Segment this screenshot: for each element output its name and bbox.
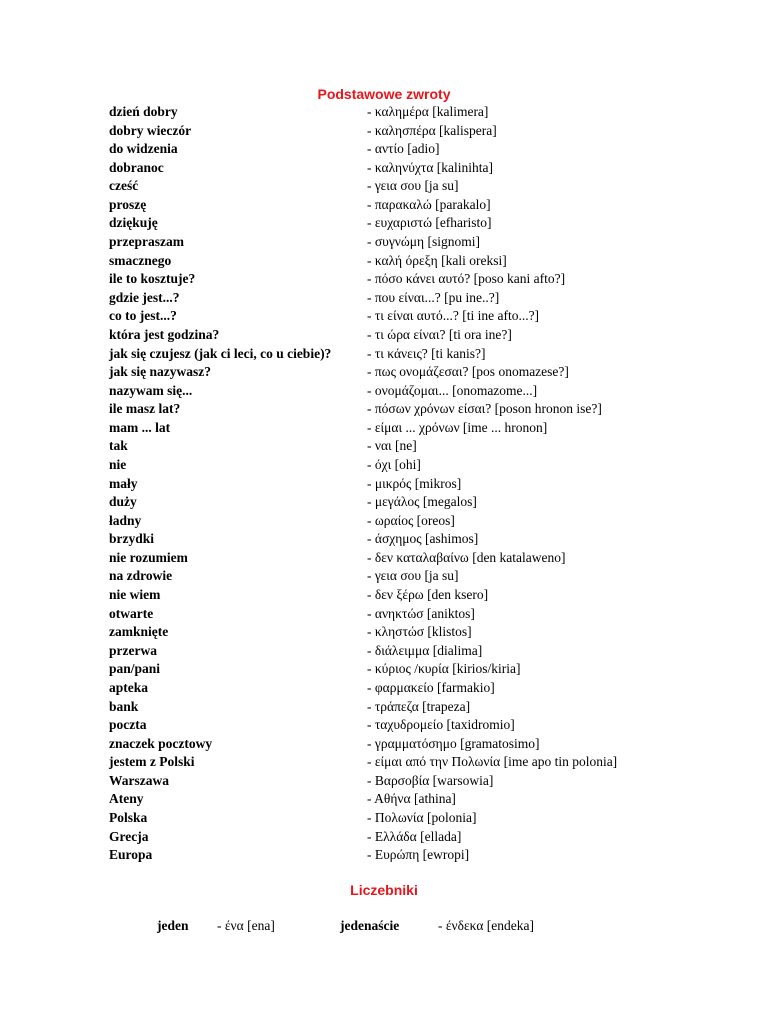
phrase-polish: dobry wieczór bbox=[109, 122, 192, 138]
numeral-polish: jedenaście bbox=[340, 918, 400, 933]
phrase-polish: ładny bbox=[109, 512, 142, 528]
phrase-greek: - είμαι ... χρόνων [ime ... hronon] bbox=[367, 419, 548, 435]
phrase-row bbox=[109, 530, 709, 549]
phrase-polish: znaczek pocztowy bbox=[109, 735, 213, 751]
phrase-greek: - άσχημος [ashimos] bbox=[367, 531, 479, 547]
phrase-row bbox=[109, 586, 709, 605]
numeral-greek: - ένδεκα [endeka] bbox=[438, 918, 535, 933]
phrase-row bbox=[109, 177, 709, 196]
phrase-greek: - πόσο κάνει αυτό? [poso kani afto?] bbox=[367, 271, 566, 287]
phrase-row bbox=[109, 382, 709, 401]
phrase-polish: jestem z Polski bbox=[109, 754, 195, 770]
phrase-polish: ile masz lat? bbox=[109, 401, 181, 417]
phrase-row bbox=[109, 809, 709, 828]
phrase-row bbox=[109, 716, 709, 735]
phrase-polish: bank bbox=[109, 698, 139, 714]
phrase-greek: - διάλειμμα [dialima] bbox=[367, 642, 483, 658]
phrase-row bbox=[109, 642, 709, 661]
phrase-polish: dobranoc bbox=[109, 159, 164, 175]
phrase-row bbox=[109, 252, 709, 271]
phrase-greek: - ανηκτώσ [aniktos] bbox=[367, 605, 475, 621]
phrase-polish: duży bbox=[109, 494, 137, 510]
phrase-polish: dzień dobry bbox=[109, 104, 178, 119]
phrase-polish: mały bbox=[109, 475, 138, 491]
phrase-polish: proszę bbox=[109, 196, 147, 212]
section-title-basic-phrases: Podstawowe zwroty bbox=[317, 86, 451, 102]
phrase-row bbox=[109, 307, 709, 326]
phrase-greek: - ναι [ne] bbox=[367, 438, 417, 454]
phrase-row bbox=[109, 567, 709, 586]
phrase-row bbox=[109, 660, 709, 679]
phrase-row bbox=[109, 419, 709, 438]
numeral-polish: jeden bbox=[157, 918, 189, 933]
phrase-greek: - καλησπέρα [kalispera] bbox=[367, 122, 497, 138]
phrase-polish: do widzenia bbox=[109, 141, 178, 157]
phrase-row bbox=[109, 159, 709, 178]
phrase-greek: - που είναι...? [pu ine..?] bbox=[367, 289, 500, 305]
phrase-polish: gdzie jest...? bbox=[109, 289, 180, 305]
phrase-row bbox=[109, 605, 709, 624]
phrase-row bbox=[109, 363, 709, 382]
phrase-row bbox=[109, 437, 709, 456]
phrase-row bbox=[109, 103, 709, 122]
phrase-greek: - φαρμακείο [farmakio] bbox=[367, 679, 495, 695]
phrase-greek: - Πολωνία [polonia] bbox=[367, 809, 477, 825]
phrase-row bbox=[109, 456, 709, 475]
phrase-polish: przepraszam bbox=[109, 234, 184, 250]
phrase-greek: - καληνύχτα [kalinihta] bbox=[367, 159, 493, 175]
phrase-greek: - όχι [ohi] bbox=[367, 456, 421, 472]
phrase-greek: - πως ονομάζεσαι? [pos onomazese?] bbox=[367, 364, 569, 380]
phrase-greek: - ωραίος [oreos] bbox=[367, 512, 455, 528]
phrase-polish: Ateny bbox=[109, 791, 144, 807]
phrase-row bbox=[109, 196, 709, 215]
phrase-greek: - καλημέρα [kalimera] bbox=[367, 104, 489, 119]
phrase-polish: nie wiem bbox=[109, 587, 161, 603]
phrase-greek: - Βαρσοβία [warsowia] bbox=[367, 772, 494, 788]
phrase-row bbox=[109, 623, 709, 642]
phrase-polish: przerwa bbox=[109, 642, 157, 658]
phrase-greek: - τι είναι αυτό...? [ti ine afto...?] bbox=[367, 308, 540, 324]
phrase-polish: Europa bbox=[109, 847, 153, 863]
phrase-polish: zamknięte bbox=[109, 624, 169, 640]
phrase-polish: smacznego bbox=[109, 252, 172, 268]
phrase-row bbox=[109, 790, 709, 809]
phrase-row bbox=[109, 326, 709, 345]
phrase-greek: - μεγάλος [megalos] bbox=[367, 494, 477, 510]
numeral-greek: - ένα [ena] bbox=[217, 918, 275, 933]
phrase-list bbox=[109, 103, 709, 865]
phrase-polish: na zdrowie bbox=[109, 568, 173, 584]
phrase-polish: apteka bbox=[109, 679, 149, 695]
phrase-greek: - Ελλάδα [ellada] bbox=[367, 828, 462, 844]
phrase-polish: dziękuję bbox=[109, 215, 158, 231]
phrase-greek: - δεν καταλαβαίνω [den katalaweno] bbox=[367, 549, 566, 565]
phrase-greek: - δεν ξέρω [den ksero] bbox=[367, 587, 489, 603]
phrase-polish: nazywam się... bbox=[109, 382, 193, 398]
phrase-row bbox=[109, 828, 709, 847]
phrase-polish: tak bbox=[109, 438, 128, 454]
phrase-row bbox=[109, 753, 709, 772]
phrase-row bbox=[109, 289, 709, 308]
phrase-polish: Polska bbox=[109, 809, 148, 825]
phrase-row bbox=[109, 475, 709, 494]
phrase-polish: nie rozumiem bbox=[109, 549, 188, 565]
phrase-row bbox=[109, 846, 709, 865]
phrase-greek: - τι κάνεις? [ti kanis?] bbox=[367, 345, 486, 361]
phrase-polish: poczta bbox=[109, 717, 147, 733]
phrase-row bbox=[109, 345, 709, 364]
phrase-row bbox=[109, 214, 709, 233]
phrase-greek: - γεια σου [ja su] bbox=[367, 178, 459, 194]
phrase-row bbox=[109, 698, 709, 717]
phrase-greek: - Ευρώπη [ewropi] bbox=[367, 847, 470, 863]
phrase-polish: otwarte bbox=[109, 605, 154, 621]
phrase-greek: - γραμματόσημο [gramatosimo] bbox=[367, 735, 540, 751]
phrase-greek: - τράπεζα [trapeza] bbox=[367, 698, 471, 714]
phrase-greek: - αντίο [adio] bbox=[367, 141, 440, 157]
phrase-greek: - ταχυδρομείο [taxidromio] bbox=[367, 717, 515, 733]
phrase-polish: jak się czujesz (jak ci leci, co u ciebie)? bbox=[109, 345, 332, 361]
phrase-greek: - κύριος /κυρία [kirios/kiria] bbox=[367, 661, 521, 677]
phrase-greek: - κληστώσ [klistos] bbox=[367, 624, 472, 640]
phrase-greek: - ευχαριστώ [efharisto] bbox=[367, 215, 492, 231]
phrase-row bbox=[109, 140, 709, 159]
phrase-greek: - ονομάζομαι... [onomazome...] bbox=[367, 382, 538, 398]
phrase-polish: która jest godzina? bbox=[109, 326, 220, 342]
phrase-polish: jak się nazywasz? bbox=[109, 364, 211, 380]
phrase-row bbox=[109, 400, 709, 419]
phrase-polish: mam ... lat bbox=[109, 419, 171, 435]
phrase-polish: brzydki bbox=[109, 531, 155, 547]
phrase-row bbox=[109, 270, 709, 289]
phrase-row bbox=[109, 233, 709, 252]
phrase-greek: - είμαι από την Πολωνία [ime apo tin polonia] bbox=[367, 754, 618, 770]
phrase-greek: - γεια σου [ja su] bbox=[367, 568, 459, 584]
phrase-row bbox=[109, 735, 709, 754]
phrase-greek: - συγνώμη [signomi] bbox=[367, 234, 480, 250]
phrase-row bbox=[109, 493, 709, 512]
phrase-greek: - πόσων χρόνων είσαι? [poson hronon ise?] bbox=[367, 401, 602, 417]
phrase-polish: nie bbox=[109, 456, 127, 472]
phrase-row bbox=[109, 512, 709, 531]
phrase-polish: ile to kosztuje? bbox=[109, 271, 196, 287]
phrase-greek: - καλή όρεξη [kali oreksi] bbox=[367, 252, 507, 268]
phrase-polish: pan/pani bbox=[109, 661, 161, 677]
phrase-greek: - Αθήνα [athina] bbox=[367, 791, 456, 807]
numerals-row bbox=[0, 916, 768, 936]
phrase-row bbox=[109, 772, 709, 791]
section-title-numerals: Liczebniki bbox=[350, 882, 418, 898]
phrase-polish: Grecja bbox=[109, 828, 149, 844]
phrase-row bbox=[109, 549, 709, 568]
phrase-polish: co to jest...? bbox=[109, 308, 177, 324]
phrase-row bbox=[109, 679, 709, 698]
phrase-greek: - μικρός [mikros] bbox=[367, 475, 462, 491]
phrase-polish: Warszawa bbox=[109, 772, 169, 788]
phrase-polish: cześć bbox=[109, 178, 139, 194]
phrase-greek: - παρακαλώ [parakalo] bbox=[367, 196, 491, 212]
phrase-greek: - τι ώρα είναι? [ti ora ine?] bbox=[367, 326, 512, 342]
phrase-row bbox=[109, 122, 709, 141]
